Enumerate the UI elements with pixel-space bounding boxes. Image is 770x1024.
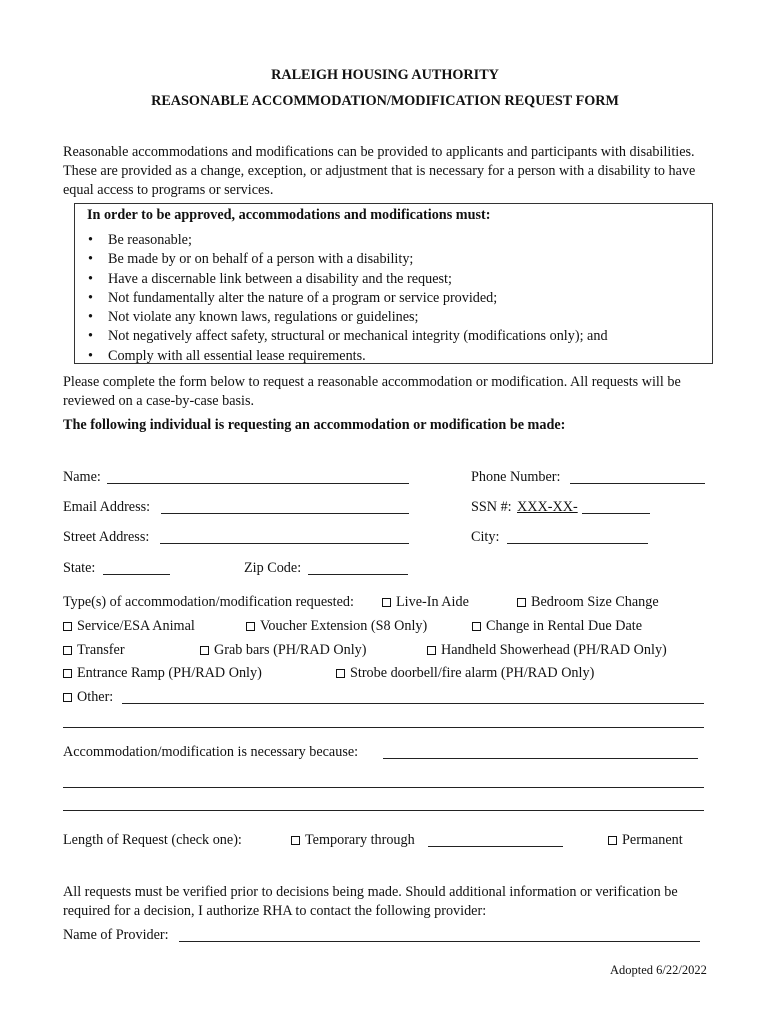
list-item: • Not negatively affect safety, structural or mechanical integrity (modifications only); and — [75, 327, 608, 346]
email-label: Email Address: — [63, 499, 151, 515]
necessary-field[interactable] — [383, 758, 698, 759]
checkbox-icon[interactable] — [246, 622, 255, 631]
option-rental-due-date[interactable]: Change in Rental Due Date — [472, 618, 642, 635]
phone-field[interactable] — [570, 483, 705, 484]
intro-paragraph: Reasonable accommodations and modifications can be provided to applicants and participants with disabilities. These are provided as a change, exception, or adjustment that is necessary for a person with a disability to have equal access to programs or services. — [63, 144, 696, 198]
checkbox-icon[interactable] — [63, 622, 72, 631]
name-field[interactable] — [107, 483, 409, 484]
necessary-field-line-3[interactable] — [63, 810, 704, 811]
zip-label: Zip Code: — [244, 560, 302, 576]
form-title: REASONABLE ACCOMMODATION/MODIFICATION REQUEST FORM — [151, 93, 619, 109]
street-field[interactable] — [160, 543, 409, 544]
checkbox-icon[interactable] — [427, 646, 436, 655]
individual-heading: The following individual is requesting an accommodation or modification be made: — [63, 417, 566, 433]
instructions-paragraph: Please complete the form below to request a reasonable accommodation or modification. All requests will be reviewed on a case-by-case basis. — [63, 374, 681, 409]
necessary-field-line-2[interactable] — [63, 787, 704, 788]
option-transfer[interactable]: Transfer — [63, 642, 125, 659]
list-item: • Comply with all essential lease requirements. — [75, 347, 608, 366]
ssn-field[interactable] — [582, 513, 650, 514]
length-label: Length of Request (check one): — [63, 832, 242, 848]
temporary-date-field[interactable] — [428, 846, 563, 847]
checkbox-icon[interactable] — [63, 693, 72, 702]
checkbox-icon[interactable] — [291, 836, 300, 845]
option-service-esa[interactable]: Service/ESA Animal — [63, 618, 195, 635]
adopted-date: Adopted 6/22/2022 — [610, 963, 707, 977]
org-name: RALEIGH HOUSING AUTHORITY — [271, 67, 499, 83]
criteria-box — [74, 203, 713, 364]
verification-paragraph: All requests must be verified prior to decisions being made. Should additional information or verification be required for a decision, I authorize RHA to contact the following provider: — [63, 884, 678, 919]
checkbox-icon[interactable] — [382, 598, 391, 607]
state-label: State: — [63, 560, 96, 576]
option-bedroom-size[interactable]: Bedroom Size Change — [517, 594, 659, 611]
zip-field[interactable] — [308, 574, 408, 575]
ssn-label: SSN #: — [471, 499, 512, 515]
other-field-line-2[interactable] — [63, 727, 704, 728]
option-other[interactable]: Other: — [63, 689, 113, 706]
provider-field[interactable] — [179, 941, 700, 942]
city-label: City: — [471, 529, 500, 545]
checkbox-icon[interactable] — [472, 622, 481, 631]
checkbox-icon[interactable] — [63, 669, 72, 678]
ssn-prefix: XXX-XX- — [517, 499, 578, 515]
checkbox-icon[interactable] — [63, 646, 72, 655]
list-item: • Not violate any known laws, regulations or guidelines; — [75, 308, 608, 327]
phone-label: Phone Number: — [471, 469, 561, 485]
email-field[interactable] — [161, 513, 409, 514]
option-live-in-aide[interactable]: Live-In Aide — [382, 594, 469, 611]
checkbox-icon[interactable] — [608, 836, 617, 845]
list-item: • Be made by or on behalf of a person with a disability; — [75, 250, 608, 269]
option-temporary[interactable]: Temporary through — [291, 832, 415, 849]
street-label: Street Address: — [63, 529, 150, 545]
city-field[interactable] — [507, 543, 648, 544]
list-item: • Be reasonable; — [75, 231, 608, 250]
option-grab-bars[interactable]: Grab bars (PH/RAD Only) — [200, 642, 367, 659]
criteria-list — [75, 231, 608, 366]
list-item: • Not fundamentally alter the nature of a program or service provided; — [75, 289, 608, 308]
types-label: Type(s) of accommodation/modification requested: — [63, 594, 354, 610]
checkbox-icon[interactable] — [336, 669, 345, 678]
checkbox-icon[interactable] — [517, 598, 526, 607]
provider-label: Name of Provider: — [63, 927, 169, 943]
option-voucher-extension[interactable]: Voucher Extension (S8 Only) — [246, 618, 427, 635]
list-item: • Have a discernable link between a disability and the request; — [75, 270, 608, 289]
criteria-title: In order to be approved, accommodations and modifications must: — [87, 207, 491, 223]
option-handheld-showerhead[interactable]: Handheld Showerhead (PH/RAD Only) — [427, 642, 667, 659]
other-field[interactable] — [122, 703, 704, 704]
option-permanent[interactable]: Permanent — [608, 832, 683, 849]
state-field[interactable] — [103, 574, 170, 575]
necessary-label: Accommodation/modification is necessary because: — [63, 744, 359, 760]
checkbox-icon[interactable] — [200, 646, 209, 655]
option-strobe-doorbell[interactable]: Strobe doorbell/fire alarm (PH/RAD Only) — [336, 665, 594, 682]
name-label: Name: — [63, 469, 101, 485]
option-entrance-ramp[interactable]: Entrance Ramp (PH/RAD Only) — [63, 665, 262, 682]
